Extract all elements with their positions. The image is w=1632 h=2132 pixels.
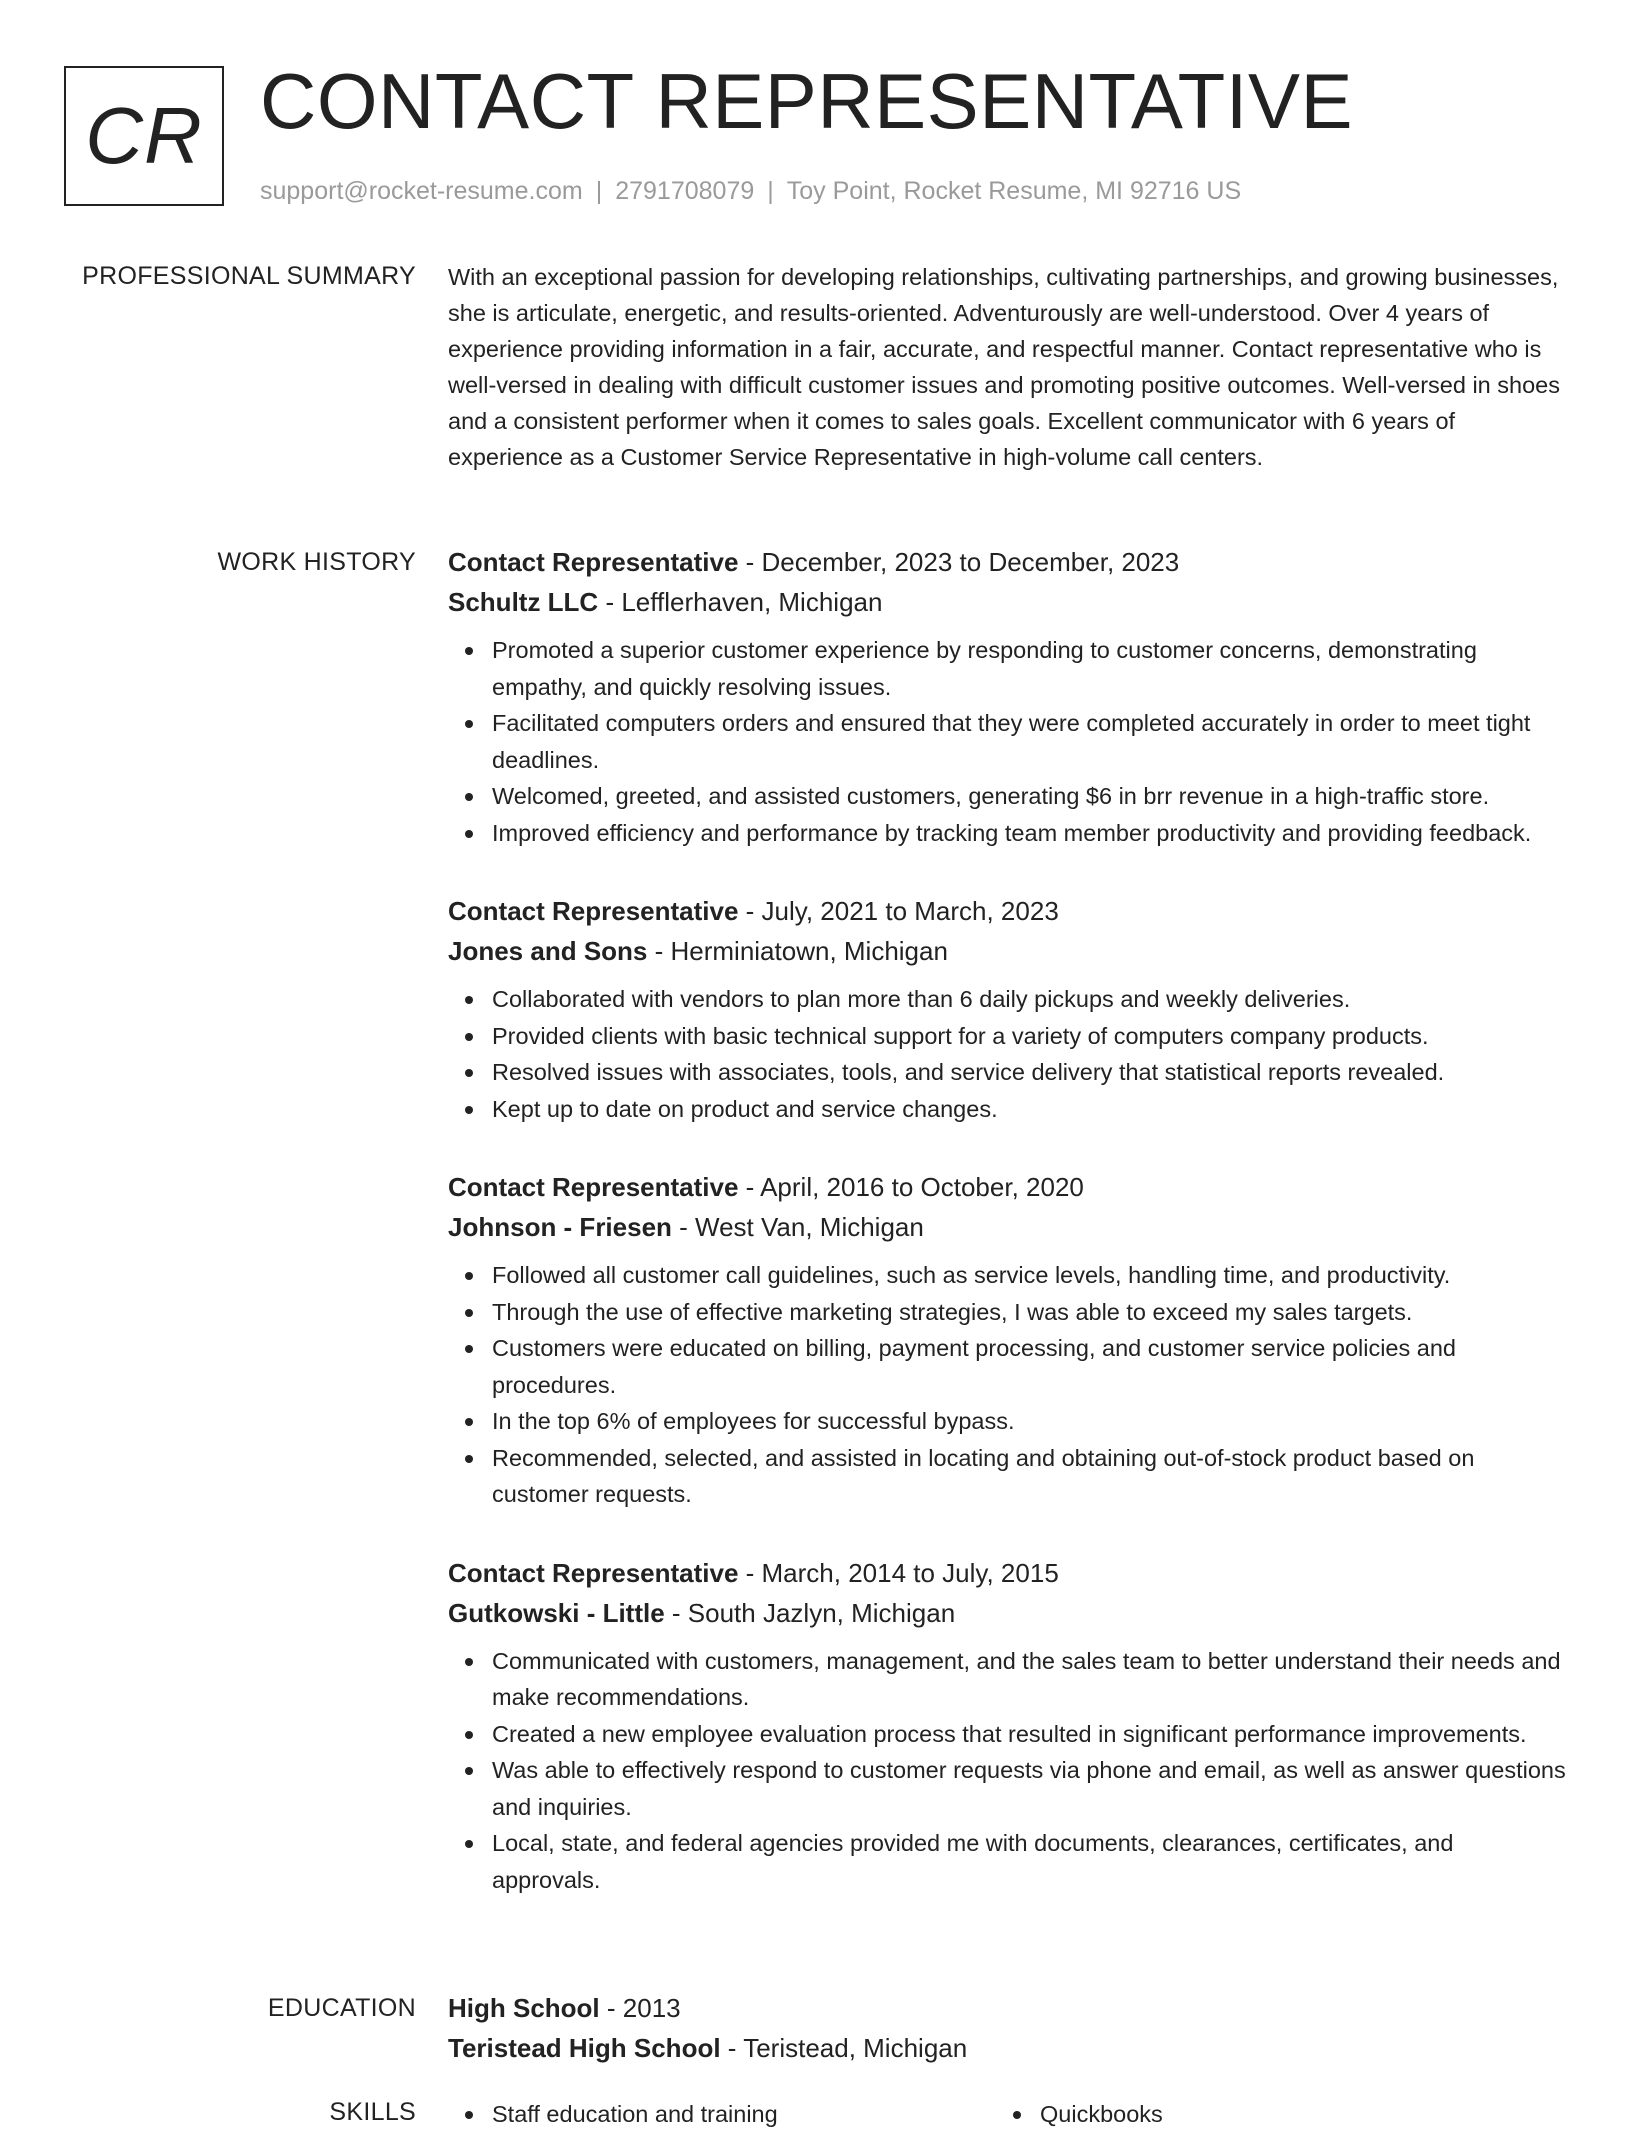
candidate-name: CONTACT REPRESENTATIVE [260, 57, 1354, 145]
job-bullet: Followed all customer call guidelines, such as service levels, handling time, and productivity. [448, 1257, 1568, 1294]
job-location: - West Van, Michigan [671, 1212, 924, 1242]
monogram-initials: CR [85, 91, 203, 180]
job-location: - Herminiatown, Michigan [647, 936, 948, 966]
job-title: Contact Representative [448, 1557, 739, 1588]
job-entry [448, 891, 1568, 1127]
job-location: - Lefflerhaven, Michigan [598, 587, 883, 617]
work-history-section [448, 542, 1568, 1938]
job-bullet: Promoted a superior customer experience by responding to customer concerns, demonstrating empathy, and quickly resolving issues. [448, 632, 1568, 705]
job-company-line [448, 582, 1568, 622]
job-bullet: Local, state, and federal agencies provided me with documents, clearances, certificates, and approvals. [448, 1825, 1568, 1898]
skills-section-label: SKILLS [329, 2098, 416, 2126]
job-entry [448, 1553, 1568, 1899]
summary-text: With an exceptional passion for developing relationships, cultivating partnerships, and growing businesses, she is articulate, energetic, and results-oriented. Adventurously are well-understood. Over 4 years of experience providing information in a fair, accurate, and respectful manner. Contact representative who is well-versed in dealing with difficult customer issues and promoting positive outcomes. Well-versed in shoes and a consistent performer when it comes to sales goals. Excellent communicator with 6 years of experience as a Customer Service Representative in high-volume call centers. [448, 264, 1560, 470]
job-company-line [448, 931, 1568, 971]
job-bullet: Resolved issues with associates, tools, and service delivery that statistical reports revealed. [448, 1054, 1568, 1091]
job-company-line [448, 1593, 1568, 1633]
job-bullet: Created a new employee evaluation process that resulted in significant performance improvements. [448, 1716, 1568, 1753]
job-title-line [448, 891, 1568, 931]
job-dates: - March, 2014 to July, 2015 [738, 1557, 1059, 1588]
skill-item: Staff education and training [448, 2096, 778, 2132]
education-section [448, 1988, 1568, 2068]
job-bullet: Recommended, selected, and assisted in locating and obtaining out-of-stock product based on customer requests. [448, 1440, 1568, 1513]
address-text: Toy Point, Rocket Resume, MI 92716 US [786, 177, 1242, 205]
education-year: - 2013 [599, 1993, 681, 2023]
education-degree: High School [448, 1993, 600, 2023]
phone-text: 2791708079 [615, 177, 755, 205]
job-company-line [448, 1207, 1568, 1247]
contact-info [260, 174, 1241, 208]
job-title-line [448, 1167, 1568, 1207]
job-bullets [448, 1643, 1568, 1899]
skill-item: Quickbooks [996, 2096, 1163, 2132]
email-text: support@rocket-resume.com [260, 177, 583, 205]
job-title: Contact Representative [448, 547, 739, 577]
job-title-line [448, 1553, 1568, 1593]
job-dates: - July, 2021 to March, 2023 [738, 896, 1059, 926]
job-bullet: Collaborated with vendors to plan more than 6 daily pickups and weekly deliveries. [448, 981, 1568, 1018]
job-bullets [448, 632, 1568, 851]
contact-separator: | [767, 177, 774, 205]
education-section-label: EDUCATION [267, 1994, 416, 2022]
job-bullet: Customers were educated on billing, payment processing, and customer service policies and procedures. [448, 1330, 1568, 1403]
contact-separator: | [595, 177, 603, 205]
job-bullet: Welcomed, greeted, and assisted customers, generating $6 in brr revenue in a high-traffic store. [448, 778, 1568, 815]
job-bullet: In the top 6% of employees for successful bypass. [448, 1403, 1568, 1440]
job-dates: - April, 2016 to October, 2020 [738, 1172, 1084, 1202]
monogram-box [64, 66, 224, 206]
job-company: Jones and Sons [448, 936, 648, 966]
job-entry [448, 542, 1568, 851]
summary-section [448, 259, 1568, 475]
job-bullets [448, 1257, 1568, 1513]
job-location: - South Jazlyn, Michigan [664, 1597, 956, 1628]
job-bullet: Facilitated computers orders and ensured that they were completed accurately in order to meet tight deadlines. [448, 705, 1568, 778]
job-title-line [448, 542, 1568, 582]
job-bullets [448, 981, 1568, 1127]
education-school: Teristead High School [448, 2033, 721, 2063]
job-bullet: Was able to effectively respond to customer requests via phone and email, as well as answer questions and inquiries. [448, 1752, 1568, 1825]
education-location: - Teristead, Michigan [720, 2033, 968, 2063]
job-title: Contact Representative [448, 896, 739, 926]
job-company: Johnson - Friesen [448, 1212, 672, 1242]
job-bullet: Through the use of effective marketing strategies, I was able to exceed my sales targets. [448, 1294, 1568, 1331]
work-history-section-label: WORK HISTORY [217, 548, 416, 576]
job-company: Schultz LLC [448, 587, 599, 617]
education-school-line [448, 2028, 1568, 2068]
job-bullet: Kept up to date on product and service changes. [448, 1091, 1568, 1128]
summary-section-label: PROFESSIONAL SUMMARY [82, 262, 416, 290]
job-bullet: Improved efficiency and performance by tracking team member productivity and providing feedback. [448, 815, 1568, 852]
job-company: Gutkowski - Little [448, 1597, 665, 1628]
job-entry [448, 1167, 1568, 1513]
education-degree-line [448, 1988, 1568, 2028]
job-dates: - December, 2023 to December, 2023 [738, 547, 1180, 577]
job-bullet: Communicated with customers, management, and the sales team to better understand their needs and make recommendations. [448, 1643, 1568, 1716]
job-bullet: Provided clients with basic technical support for a variety of computers company products. [448, 1018, 1568, 1055]
job-title: Contact Representative [448, 1172, 739, 1202]
